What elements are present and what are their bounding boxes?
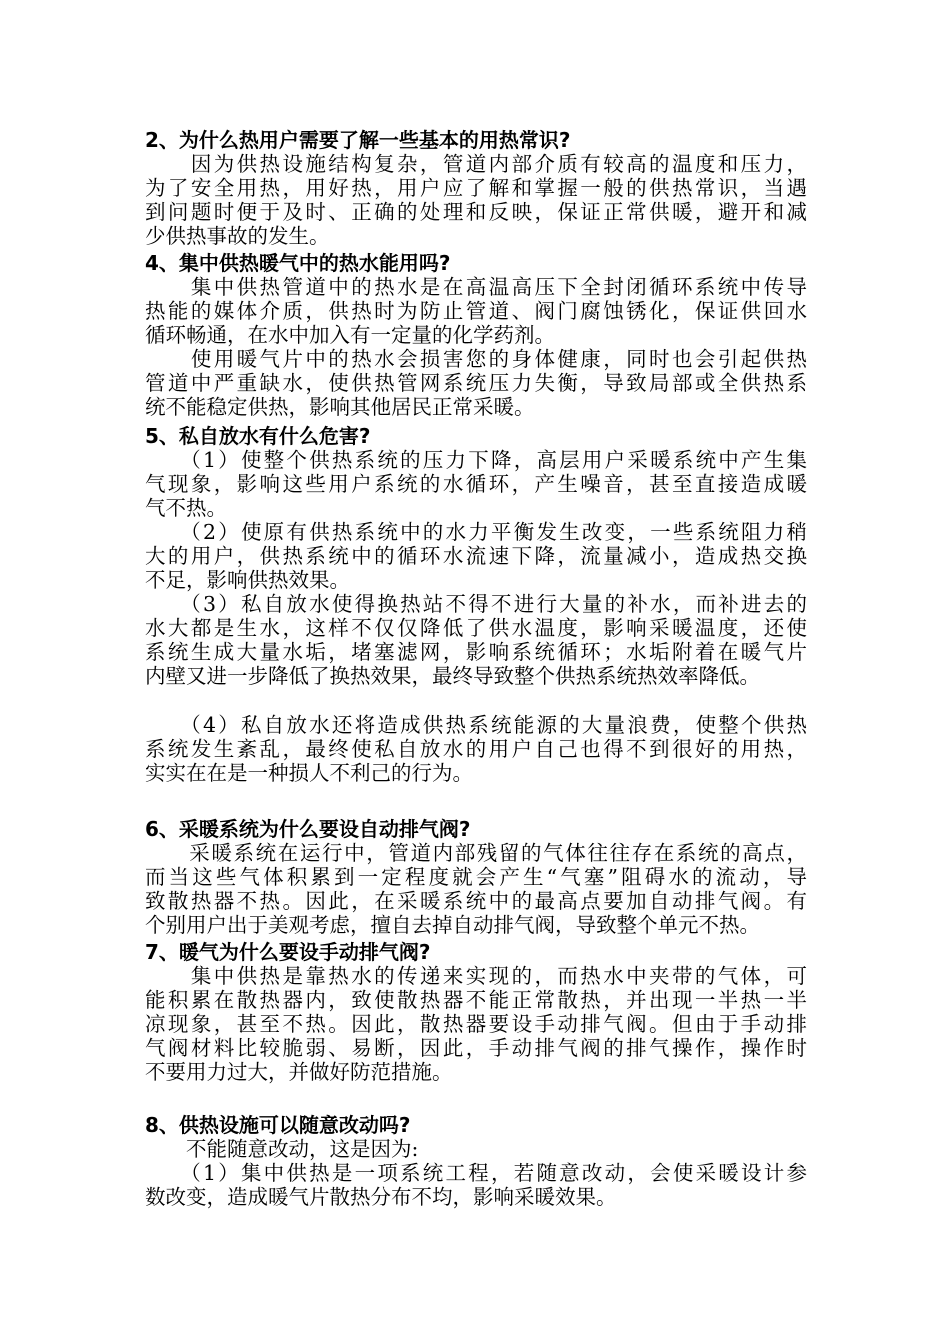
section-heading: 4、集中供热暖气中的热水能用吗?	[145, 251, 451, 275]
paragraph-line: 使用暖气片中的热水会损害您的身体健康，同时也会引起供热	[145, 347, 807, 371]
paragraph-line: 气阀材料比较脆弱、易断，因此，手动排气阀的排气操作，操作时	[145, 1036, 807, 1060]
paragraph-line: 系统生成大量水垢，堵塞滤网，影响系统循环；水垢附着在暖气片	[145, 640, 807, 664]
paragraph-line: 气现象，影响这些用户系统的水循环，产生噪音，甚至直接造成暖	[145, 472, 807, 496]
paragraph-line: 气不热。	[145, 496, 227, 520]
paragraph-line: 循环畅通，在水中加入有一定量的化学药剂。	[145, 323, 555, 347]
paragraph-line: （4）私自放水还将造成供热系统能源的大量浪费，使整个供热	[145, 713, 807, 737]
paragraph-line: 统不能稳定供热，影响其他居民正常采暖。	[145, 395, 535, 419]
paragraph-line: 不要用力过大，并做好防范措施。	[145, 1060, 453, 1084]
paragraph-line: （1）集中供热是一项系统工程，若随意改动，会使采暖设计参	[145, 1161, 807, 1185]
paragraph-line: 为了安全用热，用好热，用户应了解和掌握一般的供热常识，当遇	[145, 176, 807, 200]
paragraph-line: 少供热事故的发生。	[145, 224, 330, 248]
paragraph-line: 而当这些气体积累到一定程度就会产生“气塞”阻碍水的流动，导	[145, 865, 807, 889]
paragraph-line: （2）使原有供热系统中的水力平衡发生改变，一些系统阻力稍	[145, 520, 807, 544]
paragraph-line: 凉现象，甚至不热。因此，散热器要设手动排气阀。但由于手动排	[145, 1012, 807, 1036]
paragraph-line: 致散热器不热。因此，在采暖系统中的最高点要加自动排气阀。有	[145, 889, 807, 913]
paragraph-line: 能积累在散热器内，致使散热器不能正常散热，并出现一半热一半	[145, 988, 807, 1012]
paragraph-line: 管道中严重缺水，使供热管网系统压力失衡，导致局部或全供热系	[145, 371, 807, 395]
paragraph-line: 采暖系统在运行中，管道内部残留的气体往往存在系统的高点，	[145, 841, 807, 865]
paragraph-line: 不足，影响供热效果。	[145, 568, 350, 592]
paragraph-line: 不能随意改动，这是因为:	[145, 1137, 419, 1161]
section-heading: 5、私自放水有什么危害?	[145, 424, 371, 448]
paragraph-line: 数改变，造成暖气片散热分布不均，影响采暖效果。	[145, 1185, 617, 1209]
paragraph-line: 集中供热是靠热水的传递来实现的，而热水中夹带的气体，可	[145, 964, 807, 988]
paragraph-line: （3）私自放水使得换热站不得不进行大量的补水，而补进去的	[145, 592, 807, 616]
paragraph-line: 大的用户，供热系统中的循环水流速下降，流量减小，造成热交换	[145, 544, 807, 568]
paragraph-line: 个别用户出于美观考虑，擅自去掉自动排气阀，导致整个单元不热。	[145, 913, 760, 937]
paragraph-line: 内壁又进一步降低了换热效果，最终导致整个供热系统热效率降低。	[145, 664, 760, 688]
paragraph-line: 到问题时便于及时、正确的处理和反映，保证正常供暖，避开和减	[145, 200, 807, 224]
paragraph-line: （1）使整个供热系统的压力下降，高层用户采暖系统中产生集	[145, 448, 807, 472]
section-heading: 6、采暖系统为什么要设自动排气阀?	[145, 817, 471, 841]
paragraph-line: 因为供热设施结构复杂，管道内部介质有较高的温度和压力，	[145, 152, 807, 176]
section-heading: 7、暖气为什么要设手动排气阀?	[145, 940, 431, 964]
section-heading: 8、供热设施可以随意改动吗?	[145, 1113, 411, 1137]
paragraph-line: 实实在在是一种损人不利己的行为。	[145, 761, 473, 785]
paragraph-line: 集中供热管道中的热水是在高温高压下全封闭循环系统中传导	[145, 275, 807, 299]
paragraph-line: 系统发生紊乱，最终使私自放水的用户自己也得不到很好的用热，	[145, 737, 807, 761]
paragraph-line: 水大都是生水，这样不仅仅降低了供水温度，影响采暖温度，还使	[145, 616, 807, 640]
paragraph-line: 热能的媒体介质，供热时为防止管道、阀门腐蚀锈化，保证供回水	[145, 299, 807, 323]
section-heading: 2、为什么热用户需要了解一些基本的用热常识?	[145, 128, 571, 152]
